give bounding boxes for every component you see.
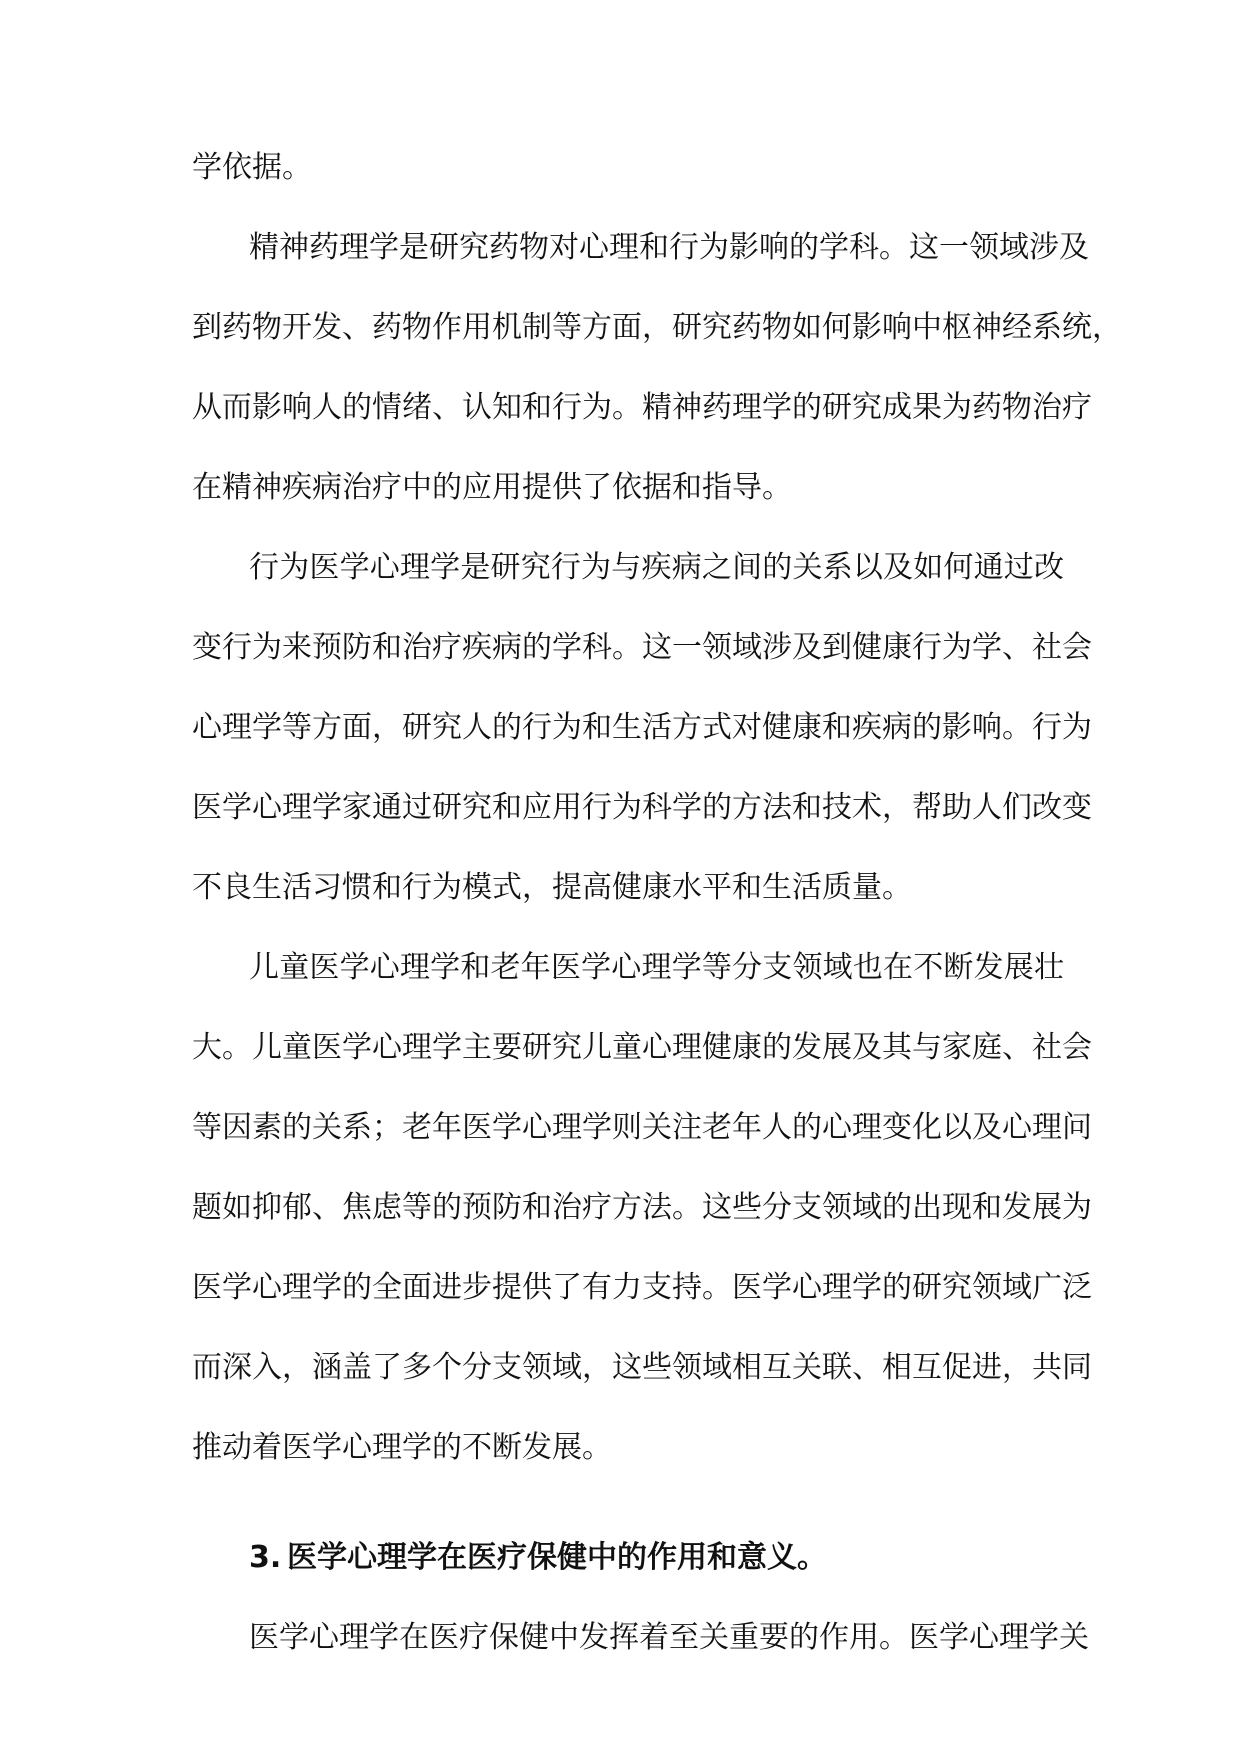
paragraph-line: 医学心理学家通过研究和应用行为科学的方法和技术，帮助人们改变 (192, 790, 1092, 825)
paragraph-line: 到药物开发、药物作用机制等方面，研究药物如何影响中枢神经系统， (192, 310, 1122, 345)
paragraph-line: 推动着医学心理学的不断发展。 (192, 1430, 612, 1465)
paragraph-line: 学依据。 (192, 150, 312, 185)
paragraph-line: 题如抑郁、焦虑等的预防和治疗方法。这些分支领域的出现和发展为 (192, 1190, 1092, 1225)
paragraph-line: 精神药理学是研究药物对心理和行为影响的学科。这一领域涉及 (249, 230, 1089, 265)
paragraph-line: 心理学等方面，研究人的行为和生活方式对健康和疾病的影响。行为 (192, 710, 1092, 745)
paragraph-line: 儿童医学心理学和老年医学心理学等分支领域也在不断发展壮 (249, 950, 1064, 985)
paragraph-line: 变行为来预防和治疗疾病的学科。这一领域涉及到健康行为学、社会 (192, 630, 1092, 665)
paragraph-line: 医学心理学的全面进步提供了有力支持。医学心理学的研究领域广泛 (192, 1270, 1092, 1305)
paragraph-line: 从而影响人的情绪、认知和行为。精神药理学的研究成果为药物治疗 (192, 390, 1092, 425)
section-heading (249, 1538, 827, 1578)
paragraph-line: 医学心理学在医疗保健中发挥着至关重要的作用。医学心理学关 (249, 1620, 1089, 1655)
paragraph-line: 在精神疾病治疗中的应用提供了依据和指导。 (192, 470, 792, 505)
section-title: 医学心理学在医疗保健中的作用和意义。 (287, 1540, 827, 1575)
paragraph-line: 大。儿童医学心理学主要研究儿童心理健康的发展及其与家庭、社会 (192, 1030, 1092, 1065)
paragraph-line: 而深入，涵盖了多个分支领域，这些领域相互关联、相互促进，共同 (192, 1350, 1092, 1385)
section-number: 3. (249, 1540, 282, 1575)
paragraph-line: 不良生活习惯和行为模式，提高健康水平和生活质量。 (192, 870, 912, 905)
paragraph-line: 行为医学心理学是研究行为与疾病之间的关系以及如何通过改 (249, 550, 1064, 585)
paragraph-line: 等因素的关系；老年医学心理学则关注老年人的心理变化以及心理问 (192, 1110, 1092, 1145)
